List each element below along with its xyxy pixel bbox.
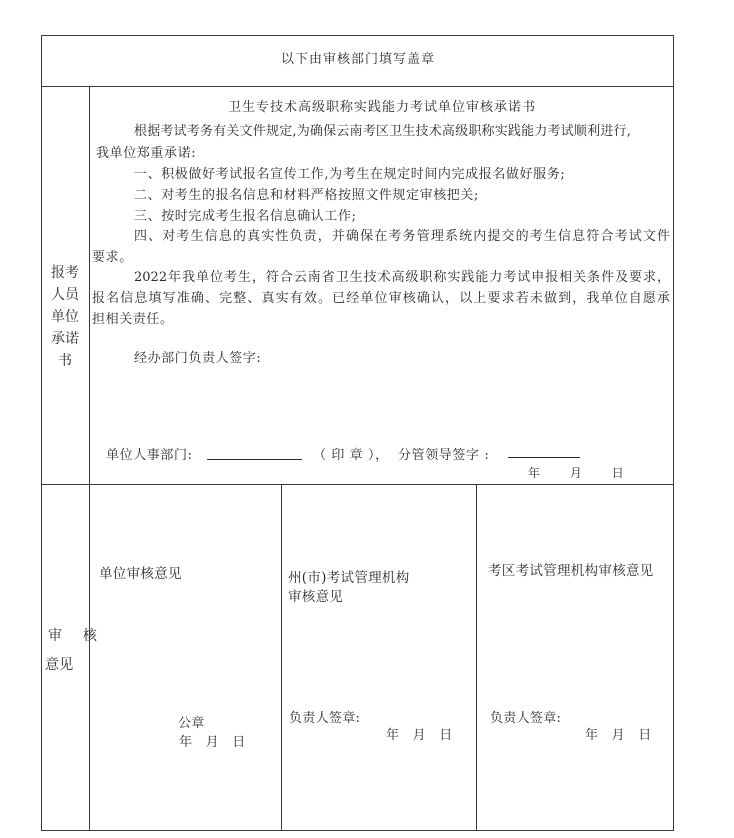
pledge-intro-line1: 根据考试考务有关文件规定,为确保云南考区卫生技术高级职称实践能力考试顺利进行,	[134, 124, 632, 139]
table-border-left	[41, 35, 42, 831]
prefecture-review-sign: 负责人签章:	[289, 711, 361, 726]
exam-area-review-date: 年 月 日	[585, 728, 652, 743]
leader-sign-label: 分管领导签字 :	[398, 448, 490, 463]
pledge-title: 卫生专技术高级职称实践能力考试单位审核承诺书	[227, 100, 536, 115]
table-border-right	[673, 35, 674, 831]
pledge-item-4-line2: 要求。	[92, 250, 133, 265]
pledge-item-3: 三、按时完成考生报名信息确认工作;	[134, 209, 357, 224]
prefecture-review-title-line1: 州(市)考试管理机构	[288, 570, 410, 586]
leader-sign-blank[interactable]	[508, 445, 580, 458]
table-border-top	[41, 35, 674, 36]
pledge-para2-line2: 报名信息填写准确、完整、真实有效。已经单位审核确认，以上要求若未做到，我单位自愿承	[92, 291, 670, 306]
pledge-para2-line1: 2022年我单位考生，符合云南省卫生技术高级职称实践能力考试申报相关条件及要求，	[134, 270, 670, 285]
hr-dept-blank[interactable]	[207, 447, 302, 460]
pledge-para2-line3: 担相关责任。	[92, 312, 174, 327]
side-label-divider	[89, 86, 90, 831]
review-side-label-line2: 意见	[45, 657, 74, 673]
signer-label: 经办部门负责人签字:	[134, 351, 262, 366]
review-col-divider-1	[281, 484, 282, 831]
exam-area-review-sign: 负责人签章:	[490, 711, 562, 726]
prefecture-review-date: 年 月 日	[386, 728, 453, 743]
pledge-item-1: 一、积极做好考试报名宣传工作,为考生在规定时间内完成报名做好服务;	[134, 167, 566, 182]
exam-area-review-title: 考区考试管理机构审核意见	[488, 563, 654, 579]
hr-dept-label: 单位人事部门:	[106, 448, 193, 463]
pledge-item-4-line1: 四、对考生信息的真实性负责，并确保在考务管理系统内提交的考生信息符合考试文件	[134, 229, 670, 244]
pledge-side-label: 报考人员单位承诺书	[51, 265, 79, 369]
unit-review-title: 单位审核意见	[99, 566, 182, 582]
header-row-divider	[41, 86, 674, 87]
pledge-date: 年 月 日	[528, 466, 625, 480]
review-side-label-line1: 审 核	[48, 628, 101, 644]
review-col-divider-2	[476, 484, 477, 831]
pledge-item-2: 二、对考生的报名信息和材料严格按照文件规定审核把关;	[134, 188, 479, 203]
table-border-bottom	[41, 830, 674, 831]
seal-label: （ 印 章 ），	[313, 448, 389, 463]
header-title: 以下由审核部门填写盖章	[280, 52, 435, 67]
pledge-intro-line2: 我单位郑重承诺:	[96, 146, 197, 161]
unit-review-date: 年 月 日	[179, 735, 246, 750]
prefecture-review-title-line2: 审核意见	[288, 589, 344, 605]
unit-review-seal: 公章	[178, 716, 205, 731]
